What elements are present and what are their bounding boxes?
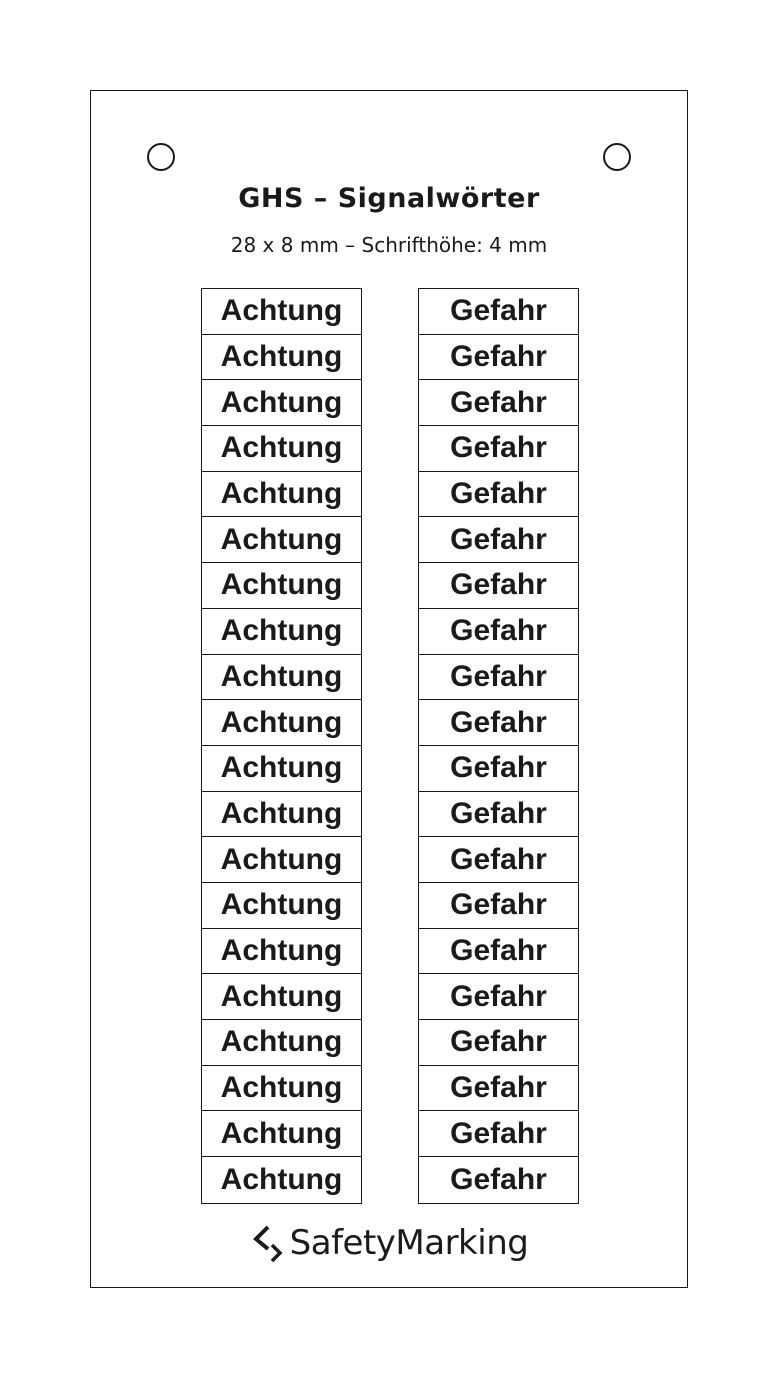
achtung-label: Achtung — [202, 837, 361, 883]
gefahr-label: Gefahr — [419, 517, 578, 563]
sheet-subtitle: 28 x 8 mm – Schrifthöhe: 4 mm — [230, 233, 548, 257]
achtung-label: Achtung — [202, 517, 361, 563]
achtung-label: Achtung — [202, 563, 361, 609]
achtung-label: Achtung — [202, 335, 361, 381]
gefahr-label: Gefahr — [419, 837, 578, 883]
achtung-label: Achtung — [202, 426, 361, 472]
label-sheet — [90, 90, 688, 1288]
achtung-label: Achtung — [202, 883, 361, 929]
gefahr-label: Gefahr — [419, 563, 578, 609]
achtung-label: Achtung — [202, 792, 361, 838]
achtung-label: Achtung — [202, 974, 361, 1020]
chevron-icon — [250, 1221, 286, 1265]
gefahr-label: Gefahr — [419, 609, 578, 655]
gefahr-label: Gefahr — [450, 1162, 547, 1196]
gefahr-label: Gefahr — [419, 974, 578, 1020]
gefahr-label: Gefahr — [419, 426, 578, 472]
gefahr-label-column — [418, 288, 579, 1204]
brand-logo — [91, 1221, 687, 1265]
gefahr-label: Gefahr — [419, 700, 578, 746]
gefahr-label: Gefahr — [419, 335, 578, 381]
gefahr-label: Gefahr — [419, 929, 578, 975]
achtung-label: Achtung — [202, 1066, 361, 1112]
sheet-title: GHS – Signalwörter — [238, 183, 540, 214]
gefahr-label: Gefahr — [419, 1066, 578, 1112]
achtung-label: Achtung — [202, 289, 361, 335]
gefahr-label: Gefahr — [419, 1020, 578, 1066]
gefahr-label: Gefahr — [419, 289, 578, 335]
achtung-label: Achtung — [202, 609, 361, 655]
achtung-label: Achtung — [202, 655, 361, 701]
achtung-label-column — [201, 288, 362, 1204]
mounting-hole-right — [603, 143, 631, 171]
gefahr-label: Gefahr — [419, 380, 578, 426]
achtung-label: Achtung — [202, 746, 361, 792]
achtung-label: Achtung — [202, 380, 361, 426]
gefahr-label: Gefahr — [419, 472, 578, 518]
achtung-label: Achtung — [202, 700, 361, 746]
gefahr-label: Gefahr — [419, 883, 578, 929]
achtung-label: Achtung — [202, 472, 361, 518]
brand-name: SafetyMarking — [289, 1223, 529, 1263]
mounting-hole-left — [147, 143, 175, 171]
achtung-label: Achtung — [202, 1020, 361, 1066]
achtung-label: Achtung — [202, 929, 361, 975]
achtung-label: Achtung — [220, 1162, 343, 1196]
achtung-label: Achtung — [202, 1111, 361, 1157]
gefahr-label: Gefahr — [419, 746, 578, 792]
gefahr-label: Gefahr — [419, 1111, 578, 1157]
gefahr-label: Gefahr — [419, 792, 578, 838]
gefahr-label: Gefahr — [419, 655, 578, 701]
